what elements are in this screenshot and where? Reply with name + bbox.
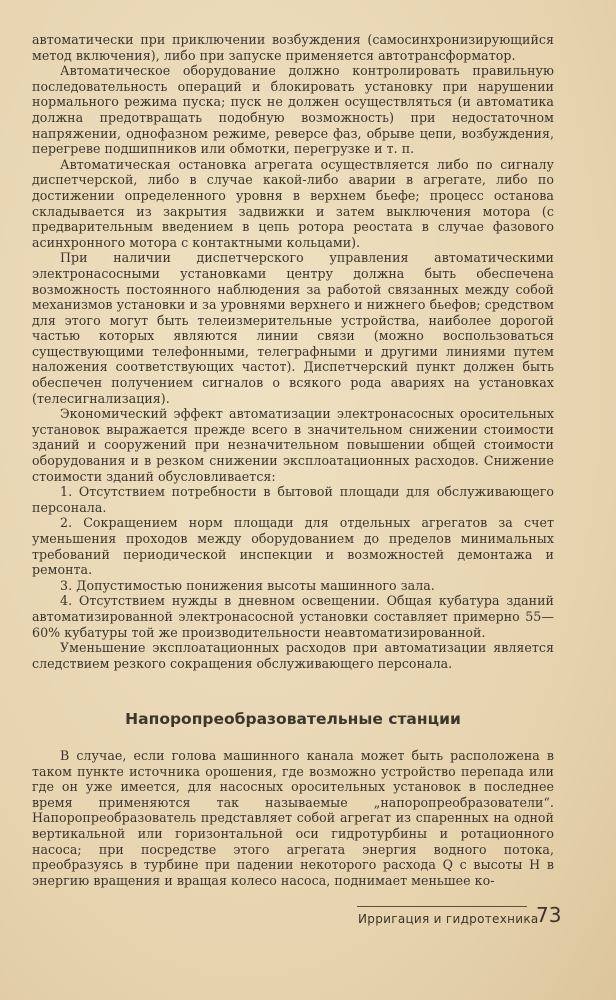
section-heading: Напоропреобразовательные станции [125,710,461,728]
footer-journal-title: Ирригация и гидротехника [358,912,539,926]
paragraph-4: При наличии диспетчерского управления автоматическими электронасосными установками центру должна быть обеспечена возможность постоянного наблюдения за работой связанных между собой механизмов установки и за уровнями верхнего и нижнего бьефов; средством для этого могут быть телеизмерительные устройства, наиболее дорогой частью которых являются линии связи (можно воспользоваться существующими телефонными, телеграфными и другими линиями путем наложения соответствующих частот). Диспетчерский пункт должен быть обеспечен получением сигналов о всякого рода авариях на установках (телесигнализация). [32,250,554,406]
section-paragraph: В случае, если голова машинного канала может быть расположена в таком пункте источника орошения, где возможно устройство перепада или где он уже имеется, для насосных оросительных установок в последнее время применяются так называемые „напоропреобразователи“. Напоропреобразователь представляет собой агрегат из спаренных на одной вертикальной или горизонтальной оси гидротурбины и ротационного насоса; при посредстве этого агрегата энергия водного потока, преобразуясь в турбине при падении некоторого расхода Q с высоты H в энергию вращения и вращая колесо насоса, поднимает меньшее ко- [32,748,554,888]
section-body [32,748,554,888]
paragraph-5: Экономический эффект автоматизации электронасосных оросительных установок выражается прежде всего в значительном снижении стоимости зданий и сооружений при незначительном повышении общей стоимости оборудования и в резком снижении эксплоатационных расходов. Снижение стоимости зданий обусловливается: [32,406,554,484]
list-item-3: 3. Допустимостью понижения высоты машинного зала. [60,577,435,593]
paragraph-2: Автоматическое оборудование должно контролировать правильную последовательность операций и блокировать установку при нарушении нормального режима пуска; пуск не должен осуществляться (и автоматика должна предотвращать подобную возможность) при недостаточном напряжении, однофазном режиме, реверсе фаз, обрыве цепи, возбуждения, перегреве подшипников или обмотки, перегрузке и т. п. [32,63,554,157]
page-number: 73 [536,903,562,927]
footer-rule [357,906,527,907]
paragraph-6: Уменьшение эксплоатационных расходов при автоматизации является следствием резкого сокращения обслуживающего персонала. [32,640,554,671]
list-item-1: 1. Отсутствием потребности в бытовой площади для обслуживающего персонала. [32,484,554,515]
paragraph-3: Автоматическая остановка агрегата осуществляется либо по сигналу диспетчерской, либо в случае какой-либо аварии в агрегате, либо по достижении определенного уровня в верхнем бьефе; процесс останова складывается из закрытия задвижки и затем выключения мотора (с предварительным введением в цепь ротора реостата в случае фазового асинхронного мотора с контактными кольцами). [32,156,554,250]
list-item-2: 2. Сокращением норм площади для отдельных агрегатов за счет уменьшения проходов между оборудованием до пределов минимальных требований периодической инспекции и возможностей демонтажа и ремонта. [32,515,554,578]
page-body [32,32,554,888]
list-item-4: 4. Отсутствием нужды в дневном освещении. Общая кубатура зданий автоматизированной электронасосной установки составляет примерно 55—60% кубатуры той же производительности неавтоматизированной. [32,593,554,640]
paragraph-1: автоматически при приключении возбуждения (самосинхронизирующийся метод включения), либо при запуске применяется автотрансформатор. [32,32,554,63]
